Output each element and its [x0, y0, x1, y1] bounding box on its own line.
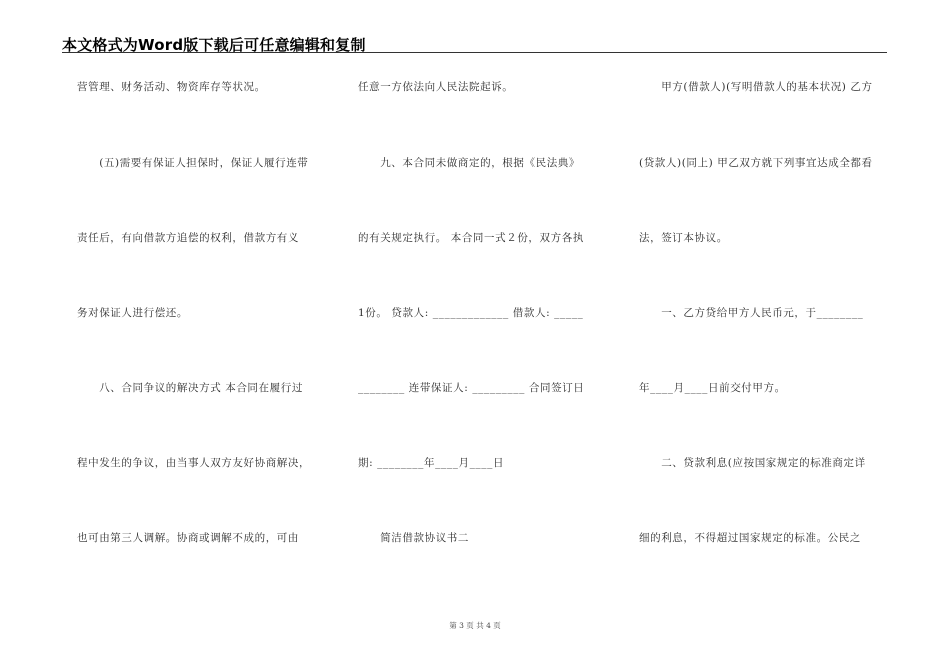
text-line: 九、本合同未做商定的，根据《民法典》: [358, 157, 580, 169]
text-line: 营管理、财务活动、物资库存等状况。: [77, 81, 266, 93]
text-line: 任意一方依法向人民法院起诉。: [358, 81, 514, 93]
text-line: 责任后，有向借款方追偿的权利，借款方有义: [77, 232, 299, 244]
text-line: 也可由第三人调解。协商或调解不成的，可由: [77, 532, 299, 544]
text-line: 1份。 贷款人: _____________ 借款人: _____: [358, 307, 584, 319]
text-line: 一、乙方贷给甲方人民币元，于________: [639, 307, 864, 319]
text-line: 年____月____日前交付甲方。: [639, 382, 786, 394]
document-header-title: 本文格式为Word版下载后可任意编辑和复制: [62, 36, 366, 54]
text-line: 二、贷款利息(应按国家规定的标准商定详: [639, 457, 866, 469]
text-line: 的有关规定执行。 本合同一式２份，双方各执: [358, 232, 584, 244]
text-line: 法，签订本协议。: [639, 232, 728, 244]
text-line: 期: ________年____月____日: [358, 457, 505, 469]
text-line: (五)需要有保证人担保时，保证人履行连带: [77, 157, 309, 169]
text-line: 简洁借款协议书二: [358, 532, 469, 544]
text-line: 程中发生的争议，由当事人双方友好协商解决，: [77, 457, 311, 469]
text-line: (贷款人)(同上) 甲乙双方就下列事宜达成全都看: [639, 157, 873, 169]
text-line: 甲方(借款人)(写明借款人的基本状况) 乙方: [639, 81, 873, 93]
header-divider: [62, 52, 887, 53]
text-line: 务对保证人进行偿还。: [77, 307, 188, 319]
text-line: 细的利息，不得超过国家规定的标准。公民之: [639, 532, 861, 544]
text-line: 八、合同争议的解决方式 本合同在履行过: [77, 382, 303, 394]
page-number-footer: 第 3 页 共 4 页: [449, 621, 501, 630]
text-line: ________ 连带保证人: _________ 合同签订日: [358, 382, 585, 394]
